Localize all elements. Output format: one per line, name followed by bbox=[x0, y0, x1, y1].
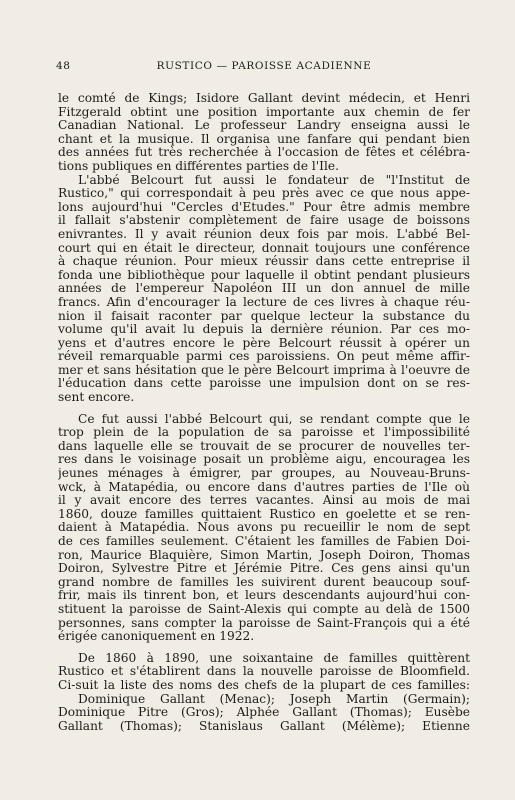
text-line: volume qu'il avait lu depuis la dernière réunion. Par ces mo- bbox=[58, 323, 470, 337]
text-line: à chaque réunion. Pour mieux réussir dans cette entreprise il bbox=[58, 255, 470, 269]
text-line: Ci-suit la liste des noms des chefs de la plupart de ces familles: bbox=[58, 678, 470, 692]
text-line: francs. Afin d'encourager la lecture de ces livres à chaque réu- bbox=[58, 295, 470, 309]
text-line: wck, à Matapédia, ou encore dans d'autres parties de l'Ile où bbox=[58, 480, 470, 494]
text-line: res dans le voisinage posait un problème aigu, encouragea les bbox=[58, 453, 470, 467]
text-line: stituent la paroisse de Saint-Alexis qui compte au delà de 1500 bbox=[58, 602, 470, 616]
text-line: Doiron, Sylvestre Pitre et Jérémie Pitre. Ces gens ainsi qu'un bbox=[58, 562, 470, 576]
text-line: De 1860 à 1890, une soixantaine de familles quittèrent bbox=[78, 651, 470, 665]
text-line: enivrantes. Il y avait réunion deux fois par mois. L'abbé Bel- bbox=[58, 227, 470, 241]
text-line: yens et d'autres encore le père Belcourt réussit à opérer un bbox=[58, 336, 470, 350]
text-line: de ces familles seulement. C'étaient les familles de Fabien Doi- bbox=[58, 535, 470, 548]
text-line: années de l'empereur Napoléon III un don annuel de mille bbox=[58, 282, 470, 296]
text-line: il fallait s'abstenir complètement de faire usage de boissons bbox=[58, 214, 470, 228]
running-head bbox=[56, 60, 472, 76]
paragraph-gap bbox=[58, 405, 470, 413]
text-line: nion il faisait raconter par quelque lecteur la substance du bbox=[58, 309, 470, 323]
paragraph bbox=[58, 413, 470, 644]
text-line: sent encore. bbox=[58, 391, 135, 405]
page-number: 48 bbox=[56, 60, 71, 72]
text-line: grand nombre de familles les suivirent durent beaucoup souf- bbox=[58, 575, 470, 589]
text-line: trop plein de la population de sa paroisse et l'impossibilité bbox=[58, 426, 470, 440]
text-line: lons aujourd'hui "Cercles d'Etudes." Pour être admis membre bbox=[58, 200, 470, 214]
text-line: Ce fut aussi l'abbé Belcourt qui, se rendant compte que le bbox=[78, 412, 470, 426]
text-line: frir, mais ils tinrent bon, et leurs descendants aujourd'hui con- bbox=[58, 589, 470, 603]
text-line: des années fut très recherchée à l'occasion de fêtes et célébra- bbox=[58, 146, 470, 160]
text-line: fonda une bibliothèque pour laquelle il obtint pendant plusieurs bbox=[58, 268, 470, 282]
text-line: Rustico et s'établirent dans la nouvelle paroisse de Bloomfield. bbox=[58, 665, 470, 679]
paragraph bbox=[58, 652, 470, 734]
body-text bbox=[58, 92, 470, 733]
paragraph-gap bbox=[58, 644, 470, 652]
text-line: 1860, douze familles quittaient Rustico en goelette et se ren- bbox=[58, 507, 470, 521]
text-line: le comté de Kings; Isidore Gallant devint médecin, et Henri bbox=[58, 92, 470, 105]
text-line: Dominique Pitre (Gros); Alphée Gallant (Thomas); Eusèbe bbox=[58, 706, 470, 720]
text-line: L'abbé Belcourt fut aussi le fondateur de "l'Institut de bbox=[78, 173, 470, 187]
text-line: il y avait encore des terres vacantes. Ainsi au mois de mai bbox=[58, 494, 470, 508]
text-line: Fitzgerald obtint une position importante aux chemin de fer bbox=[58, 105, 470, 119]
running-title: RUSTICO — PAROISSE ACADIENNE bbox=[156, 60, 372, 72]
text-line: Dominique Gallant (Menac); Joseph Martin (Germain); bbox=[78, 692, 470, 706]
text-line: jeunes ménages à émigrer, par groupes, au Nouveau-Bruns- bbox=[58, 467, 470, 481]
text-line: daient à Matapédia. Nous avons pu recueillir le nom de sept bbox=[58, 521, 470, 535]
text-line: court qui en était le directeur, donnait toujours une conférence bbox=[58, 241, 470, 255]
text-line: chant et la musique. Il organisa une fanfare qui pendant bien bbox=[58, 132, 470, 146]
text-line: érigée canoniquement en 1922. bbox=[58, 630, 255, 644]
text-line: dans laquelle elle se trouvait de se procurer de nouvelles ter- bbox=[58, 439, 470, 453]
text-line: ron, Maurice Blaquière, Simon Martin, Joseph Doiron, Thomas bbox=[58, 548, 470, 562]
paragraph bbox=[58, 174, 470, 405]
text-line: réveil remarquable parmi ces paroissiens. On peut même affir- bbox=[58, 350, 470, 364]
paragraph bbox=[58, 92, 470, 174]
text-line: Canadian National. Le professeur Landry enseigna aussi le bbox=[58, 119, 470, 133]
text-line: Rustico," qui correspondait à peu près avec ce que nous appe- bbox=[58, 187, 470, 201]
text-line: mer et sans hésitation que le père Belcourt imprima à l'oeuvre de bbox=[58, 363, 470, 377]
text-line: tions publiques en différentes parties de l'Ile. bbox=[58, 159, 339, 173]
text-line: Gallant (Thomas); Stanislaus Gallant (Mélème); Etienne bbox=[58, 719, 470, 733]
text-line: personnes, sans compter la paroisse de Saint-François qui a été bbox=[58, 616, 470, 630]
text-line: l'éducation dans cette paroisse une impulsion dont on se res- bbox=[58, 377, 470, 391]
